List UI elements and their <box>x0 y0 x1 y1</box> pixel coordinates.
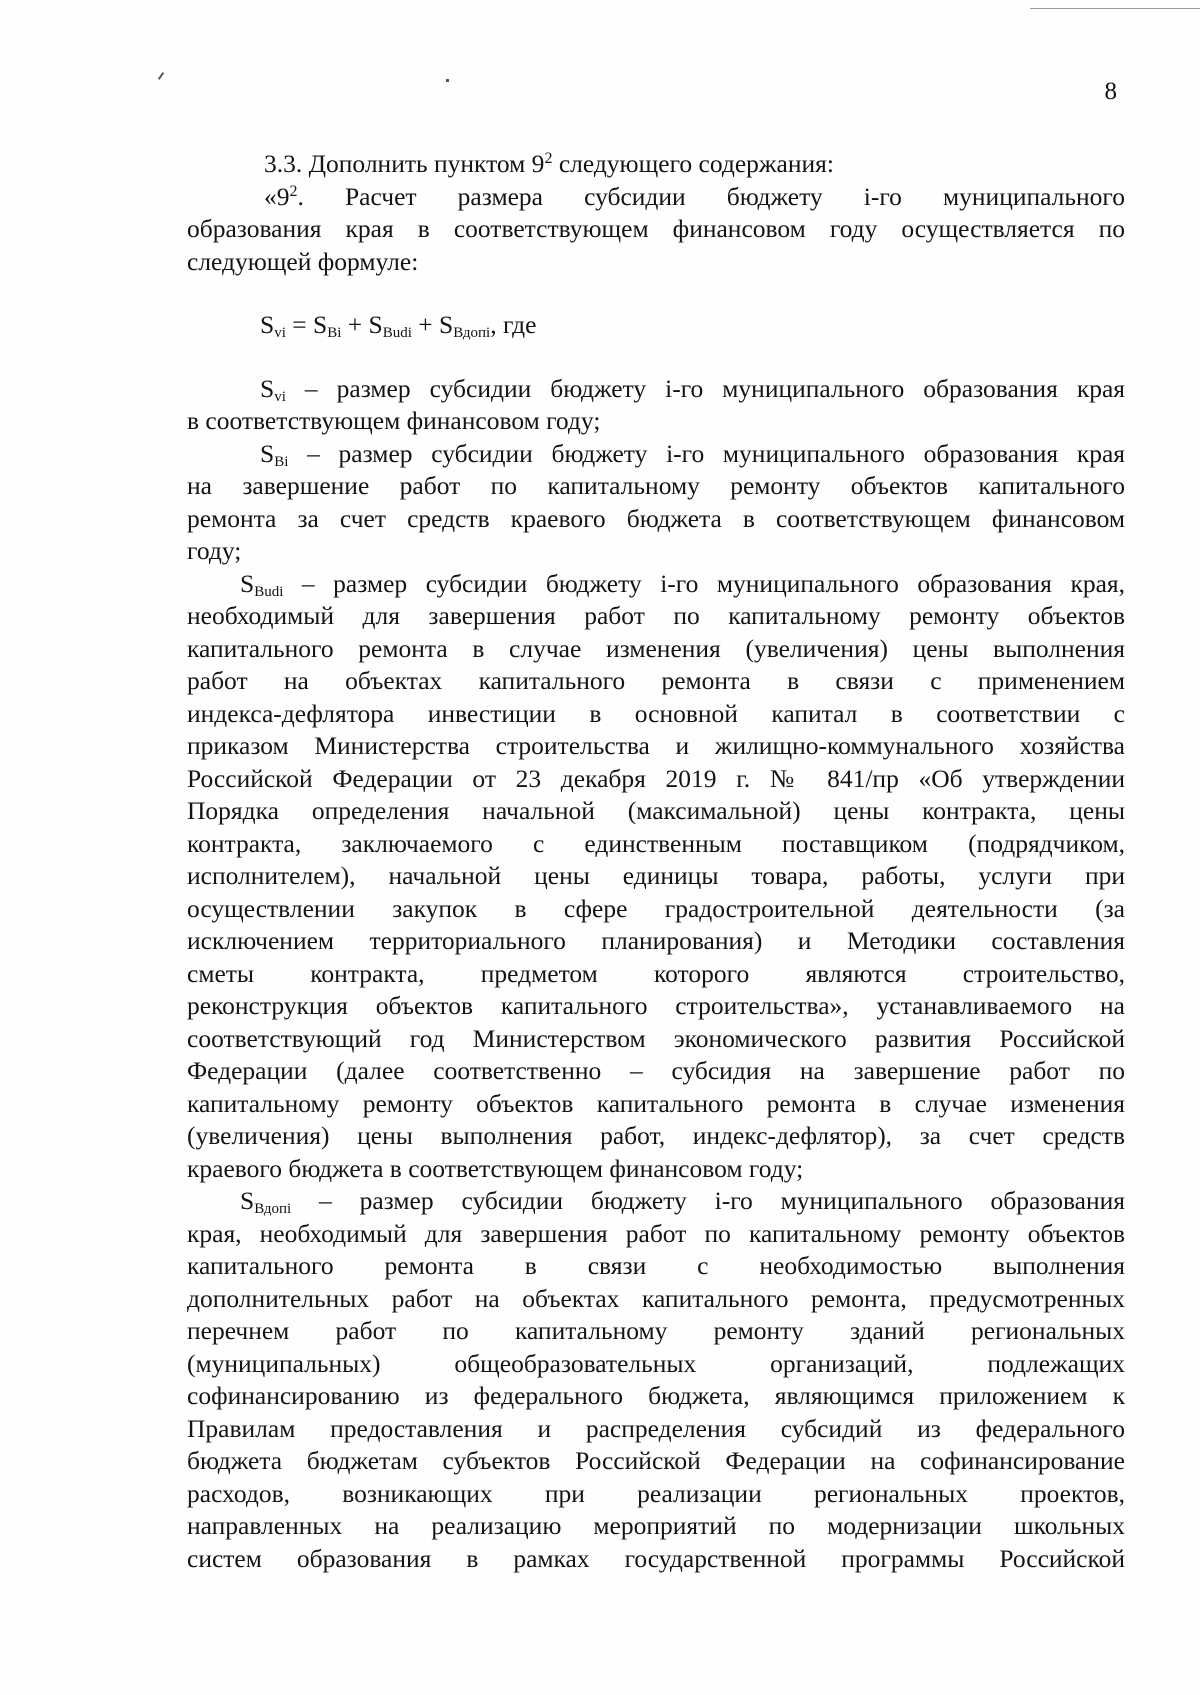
text-line: расходов, возникающих при реализации региональных проектов, <box>187 1478 1125 1508</box>
text-line: $S_{vi} = S_{Bi} + S_{Budi} + S_{Вдопi}$, где <box>260 310 537 341</box>
text-line: систем образования в рамках государственной программы Российской <box>187 1543 1125 1573</box>
text-line: капитального ремонта в случае изменения (увеличения) цены выполнения <box>187 633 1125 663</box>
text-line: $S_{Bi}$ – размер субсидии бюджету i-го муниципального образования края <box>260 438 1125 470</box>
text-line: софинансированию из федерального бюджета, являющимся приложением к <box>187 1381 1125 1410</box>
text-line: капитального ремонта в связи с необходимостью выполнения <box>187 1251 1125 1280</box>
text-line: края, необходимый для завершения работ по капитальному ремонту объектов <box>187 1218 1125 1248</box>
text-line: осуществлении закупок в сфере градостроительной деятельности (за <box>187 893 1125 923</box>
text-line: Правилам предоставления и распределения субсидий из федерального <box>187 1413 1125 1443</box>
text-line: (муниципальных) общеобразовательных организаций, подлежащих <box>187 1348 1125 1378</box>
text-line: году; <box>187 536 242 565</box>
text-line: бюджета бюджетам субъектов Российской Федерации на софинансирование <box>187 1446 1125 1475</box>
text-line: исполнителем), начальной цены единицы товара, работы, услуги при <box>187 861 1125 890</box>
text-line: «$9^2$. Расчет размера субсидии бюджету i-го муниципального <box>264 181 1125 211</box>
text-line: реконструкция объектов капитального строительства», устанавливаемого на <box>187 991 1125 1020</box>
text-line: $S_{vi}$ – размер субсидии бюджету i-го муниципального образования края <box>260 373 1125 405</box>
text-line: (увеличения) цены выполнения работ, индекс-дефлятор), за счет средств <box>187 1121 1125 1150</box>
text-line: приказом Министерства строительства и жилищно-коммунального хозяйства <box>187 731 1125 760</box>
text-line: исключением территориального планирования) и Методики составления <box>187 926 1125 955</box>
text-line: 3.3. Дополнить пунктом $9^2$ следующего содержания: <box>264 149 834 178</box>
text-line: работ на объектах капитального ремонта в связи с применением <box>187 666 1125 695</box>
text-line: необходимый для завершения работ по капитальному ремонту объектов <box>187 601 1125 630</box>
text-line: капитальному ремонту объектов капитального ремонта в случае изменения <box>187 1088 1125 1118</box>
document-body <box>187 148 1125 1575</box>
text-line: сметы контракта, предметом которого являются строительство, <box>187 958 1125 988</box>
text-line: перечнем работ по капитальному ремонту зданий региональных <box>187 1316 1125 1345</box>
text-line: Порядка определения начальной (максимальной) цены контракта, цены <box>187 796 1125 825</box>
text-line: ремонта за счет средств краевого бюджета в соответствующем финансовом <box>187 503 1125 533</box>
scan-speck <box>158 72 164 80</box>
text-line: контракта, заключаемого с единственным поставщиком (подрядчиком, <box>187 828 1125 858</box>
text-line: направленных на реализацию мероприятий по модернизации школьных <box>187 1511 1125 1540</box>
text-line: Российской Федерации от 23 декабря 2019 г. № 841/пр «Об утверждении <box>187 763 1125 793</box>
text-line: Федерации (далее соответственно – субсидия на завершение работ по <box>187 1056 1125 1085</box>
text-line: соответствующий год Министерством экономического развития Российской <box>187 1023 1125 1053</box>
text-line: $S_{Вдопi}$ – размер субсидии бюджету i-го муниципального образования <box>240 1186 1125 1217</box>
scan-artifact-line <box>1030 8 1200 9</box>
text-line: следующей формуле: <box>187 246 419 276</box>
text-line: краевого бюджета в соответствующем финансовом году; <box>187 1153 804 1183</box>
scan-speck <box>446 79 449 82</box>
text-line: дополнительных работ на объектах капитального ремонта, предусмотренных <box>187 1283 1125 1313</box>
text-line: образования края в соответствующем финансовом году осуществляется по <box>187 214 1125 243</box>
text-line: на завершение работ по капитальному ремонту объектов капитального <box>187 471 1125 500</box>
text-line: в соответствующем финансовом году; <box>187 406 601 435</box>
text-line: $S_{Budi}$ – размер субсидии бюджету i-го муниципального образования края, <box>240 568 1125 600</box>
text-line: индекса-дефлятора инвестиции в основной капитал в соответствии с <box>187 698 1125 728</box>
page-number: 8 <box>1104 78 1117 105</box>
